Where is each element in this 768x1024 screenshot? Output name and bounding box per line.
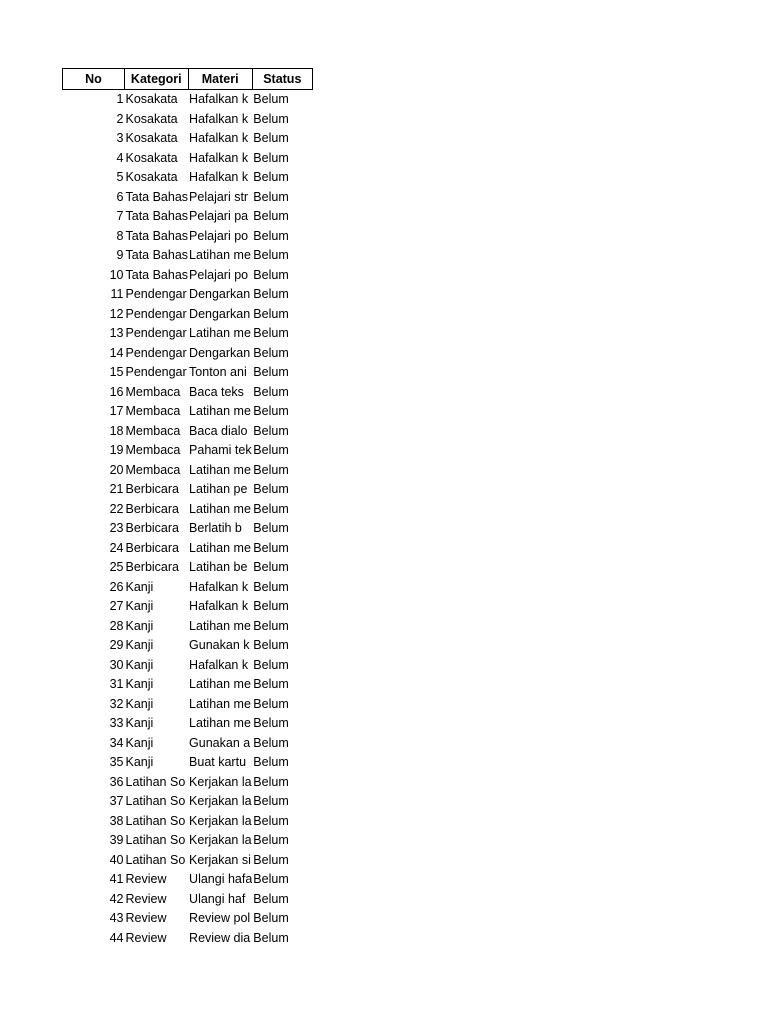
cell-status[interactable]: Belum xyxy=(253,501,289,516)
cell-status[interactable]: Belum xyxy=(253,696,289,711)
cell-no[interactable]: 9 xyxy=(116,248,124,262)
cell-kategori[interactable]: Latihan So xyxy=(125,794,186,808)
cell-status[interactable]: Belum xyxy=(253,618,289,633)
cell-no[interactable]: 18 xyxy=(109,423,124,438)
cell-status[interactable]: Belum xyxy=(253,150,289,165)
cell-kategori[interactable]: Pendengar xyxy=(125,326,187,340)
cell-kategori[interactable]: Kosakata xyxy=(125,111,178,126)
cell-materi[interactable]: Review dia xyxy=(189,930,251,945)
cell-kategori[interactable]: Berbicara xyxy=(125,501,179,516)
table-row xyxy=(63,402,313,422)
cell-status[interactable]: Belum xyxy=(253,248,289,262)
cell-no[interactable]: 26 xyxy=(109,579,124,594)
cell-kategori[interactable]: Review xyxy=(125,872,167,886)
table-row xyxy=(63,714,313,734)
table-body xyxy=(63,90,313,949)
cell-materi[interactable]: Latihan me xyxy=(189,677,251,691)
cell-kategori[interactable]: Berbicara xyxy=(125,560,179,574)
cell-materi[interactable]: Pelajari po xyxy=(189,267,249,282)
cell-no[interactable]: 38 xyxy=(109,813,124,828)
cell-kategori[interactable]: Latihan So xyxy=(125,833,186,847)
cell-materi[interactable]: Dengarkan xyxy=(189,287,251,301)
table-row xyxy=(63,441,313,461)
cell-status[interactable]: Belum xyxy=(253,833,289,847)
table-row xyxy=(63,578,313,598)
cell-materi[interactable]: Latihan me xyxy=(189,501,251,516)
cell-no[interactable]: 39 xyxy=(109,833,124,847)
cell-kategori[interactable]: Tata Bahas xyxy=(125,267,189,282)
table-row xyxy=(63,129,313,149)
cell-materi[interactable]: Latihan me xyxy=(189,696,251,711)
cell-kategori[interactable]: Tata Bahas xyxy=(125,189,189,204)
cell-status[interactable]: Belum xyxy=(253,228,289,243)
table-row xyxy=(63,461,313,481)
cell-status[interactable]: Belum xyxy=(253,638,289,652)
cell-kategori[interactable]: Pendengar xyxy=(125,287,187,301)
cell-no[interactable]: 16 xyxy=(109,384,124,399)
cell-status[interactable]: Belum xyxy=(253,813,289,828)
table-row xyxy=(63,149,313,169)
table-row xyxy=(63,305,313,325)
cell-materi[interactable]: Gunakan a xyxy=(189,735,251,750)
cell-no[interactable]: 43 xyxy=(109,911,124,925)
cell-materi[interactable]: Latihan me xyxy=(189,716,251,730)
cell-kategori[interactable]: Latihan So xyxy=(125,813,186,828)
cell-materi[interactable]: Latihan pe xyxy=(189,482,248,496)
cell-no[interactable]: 23 xyxy=(109,521,124,535)
table-row xyxy=(63,870,313,890)
table-row xyxy=(63,812,313,832)
table-row xyxy=(63,675,313,695)
cell-materi[interactable]: Dengarkan xyxy=(189,345,251,360)
cell-no[interactable]: 24 xyxy=(109,540,124,555)
cell-status[interactable]: Belum xyxy=(253,131,289,145)
cell-kategori[interactable]: Kanji xyxy=(125,579,154,594)
cell-kategori[interactable]: Kosakata xyxy=(125,170,178,184)
cell-no[interactable]: 6 xyxy=(116,189,124,204)
cell-status[interactable]: Belum xyxy=(253,111,289,126)
cell-no[interactable]: 37 xyxy=(109,794,124,808)
cell-kategori[interactable]: Membaca xyxy=(125,462,181,477)
table-row xyxy=(63,383,313,403)
cell-kategori[interactable]: Tata Bahas xyxy=(125,248,189,262)
cell-materi[interactable]: Pelajari po xyxy=(189,228,249,243)
cell-no[interactable]: 15 xyxy=(109,365,124,379)
cell-kategori[interactable]: Review xyxy=(125,930,167,945)
cell-status[interactable]: Belum xyxy=(253,794,289,808)
cell-status[interactable]: Belum xyxy=(253,930,289,945)
cell-status[interactable]: Belum xyxy=(253,462,289,477)
column-header-status[interactable]: Status xyxy=(252,69,312,90)
cell-kategori[interactable]: Kanji xyxy=(125,696,154,711)
cell-status[interactable]: Belum xyxy=(253,579,289,594)
table-row xyxy=(63,597,313,617)
cell-no[interactable]: 40 xyxy=(109,852,124,867)
cell-materi[interactable]: Kerjakan la xyxy=(189,833,252,847)
cell-status[interactable]: Belum xyxy=(253,170,289,184)
cell-materi[interactable]: Latihan me xyxy=(189,540,251,555)
table-row xyxy=(63,188,313,208)
cell-no[interactable]: 36 xyxy=(109,774,124,789)
cell-kategori[interactable]: Kanji xyxy=(125,638,154,652)
table-row xyxy=(63,831,313,851)
cell-materi[interactable]: Ulangi haf xyxy=(189,891,246,906)
cell-no[interactable]: 22 xyxy=(109,501,124,516)
cell-status[interactable]: Belum xyxy=(253,209,289,223)
cell-status[interactable]: Belum xyxy=(253,521,289,535)
cell-kategori[interactable]: Kosakata xyxy=(125,92,178,106)
cell-status[interactable]: Belum xyxy=(253,326,289,340)
cell-no[interactable]: 25 xyxy=(109,560,124,574)
table-row xyxy=(63,227,313,247)
table-row xyxy=(63,344,313,364)
cell-materi[interactable]: Hafalkan k xyxy=(189,150,249,165)
cell-materi[interactable]: Ulangi hafa xyxy=(189,872,253,886)
cell-no[interactable]: 7 xyxy=(116,209,124,223)
spreadsheet-sheet xyxy=(62,68,313,948)
cell-no[interactable]: 34 xyxy=(109,735,124,750)
table-row xyxy=(63,792,313,812)
cell-materi[interactable]: Tonton ani xyxy=(189,365,247,379)
cell-kategori[interactable]: Latihan So xyxy=(125,852,186,867)
cell-status[interactable]: Belum xyxy=(253,852,289,867)
cell-status[interactable]: Belum xyxy=(253,657,289,672)
table-row xyxy=(63,656,313,676)
cell-materi[interactable]: Latihan be xyxy=(189,560,248,574)
table-row xyxy=(63,695,313,715)
cell-kategori[interactable]: Membaca xyxy=(125,443,181,457)
cell-materi[interactable]: Latihan me xyxy=(189,404,251,418)
cell-materi[interactable]: Dengarkan xyxy=(189,306,251,321)
cell-materi[interactable]: Kerjakan la xyxy=(189,813,252,828)
cell-no[interactable]: 10 xyxy=(109,267,124,282)
cell-kategori[interactable]: Berbicara xyxy=(125,482,179,496)
cell-status[interactable]: Belum xyxy=(253,345,289,360)
table-row xyxy=(63,558,313,578)
cell-status[interactable]: Belum xyxy=(253,540,289,555)
cell-status[interactable]: Belum xyxy=(253,482,289,496)
cell-kategori[interactable]: Pendengar xyxy=(125,365,187,379)
cell-status[interactable]: Belum xyxy=(253,755,289,769)
cell-no[interactable]: 11 xyxy=(110,287,124,301)
cell-no[interactable]: 42 xyxy=(109,891,124,906)
cell-kategori[interactable]: Berbicara xyxy=(125,540,179,555)
cell-kategori[interactable]: Membaca xyxy=(125,404,181,418)
cell-no[interactable]: 20 xyxy=(109,462,124,477)
cell-kategori[interactable]: Membaca xyxy=(125,384,181,399)
table-row xyxy=(63,324,313,344)
cell-kategori[interactable]: Review xyxy=(125,911,167,925)
table-row xyxy=(63,909,313,929)
cell-materi[interactable]: Baca teks xyxy=(189,384,244,399)
cell-no[interactable]: 41 xyxy=(109,872,124,886)
cell-kategori[interactable]: Kanji xyxy=(125,657,154,672)
cell-no[interactable]: 44 xyxy=(109,930,124,945)
cell-no[interactable]: 21 xyxy=(109,482,124,496)
cell-kategori[interactable]: Review xyxy=(125,891,167,906)
cell-status[interactable]: Belum xyxy=(253,599,289,613)
table-row xyxy=(63,480,313,500)
table-row xyxy=(63,90,313,110)
cell-no[interactable]: 2 xyxy=(116,111,124,126)
table-row xyxy=(63,500,313,520)
table-row xyxy=(63,246,313,266)
cell-materi[interactable]: Kerjakan la xyxy=(189,794,252,808)
cell-status[interactable]: Belum xyxy=(253,872,289,886)
cell-status[interactable]: Belum xyxy=(253,92,289,106)
table-row xyxy=(63,207,313,227)
cell-status[interactable]: Belum xyxy=(253,267,289,282)
cell-no[interactable]: 4 xyxy=(116,150,124,165)
table-row xyxy=(63,363,313,383)
column-header-no[interactable]: No xyxy=(63,69,125,90)
cell-kategori[interactable]: Kanji xyxy=(125,735,154,750)
cell-kategori[interactable]: Kanji xyxy=(125,599,154,613)
cell-status[interactable]: Belum xyxy=(253,774,289,789)
table-row xyxy=(63,851,313,871)
cell-status[interactable]: Belum xyxy=(253,560,289,574)
cell-materi[interactable]: Hafalkan k xyxy=(189,657,249,672)
cell-no[interactable]: 14 xyxy=(109,345,124,360)
cell-status[interactable]: Belum xyxy=(253,735,289,750)
column-header-kategori[interactable]: Kategori xyxy=(125,69,189,90)
cell-status[interactable]: Belum xyxy=(253,189,289,204)
cell-kategori[interactable]: Latihan So xyxy=(125,774,186,789)
cell-status[interactable]: Belum xyxy=(253,423,289,438)
cell-status[interactable]: Belum xyxy=(253,384,289,399)
cell-materi[interactable]: Buat kartu xyxy=(189,755,247,769)
table-row xyxy=(63,110,313,130)
cell-kategori[interactable]: Kosakata xyxy=(125,150,178,165)
cell-materi[interactable]: Pahami tek xyxy=(189,443,252,457)
cell-materi[interactable]: Hafalkan k xyxy=(189,131,249,145)
cell-status[interactable]: Belum xyxy=(253,677,289,691)
table-row xyxy=(63,422,313,442)
table-row xyxy=(63,773,313,793)
cell-materi[interactable]: Kerjakan la xyxy=(189,774,252,789)
table-row xyxy=(63,266,313,286)
cell-no[interactable]: 33 xyxy=(109,716,124,730)
table-row xyxy=(63,617,313,637)
cell-no[interactable]: 5 xyxy=(116,170,124,184)
cell-no[interactable]: 1 xyxy=(116,92,124,106)
cell-no[interactable]: 3 xyxy=(116,131,124,145)
cell-materi[interactable]: Pelajari str xyxy=(189,189,249,204)
cell-materi[interactable]: Gunakan k xyxy=(189,638,250,652)
cell-status[interactable]: Belum xyxy=(253,404,289,418)
cell-materi[interactable]: Latihan me xyxy=(189,248,251,262)
cell-no[interactable]: 32 xyxy=(109,696,124,711)
cell-no[interactable]: 30 xyxy=(109,657,124,672)
cell-no[interactable]: 8 xyxy=(116,228,124,243)
cell-no[interactable]: 17 xyxy=(109,404,124,418)
table-row xyxy=(63,168,313,188)
cell-materi[interactable]: Hafalkan k xyxy=(189,599,249,613)
cell-no[interactable]: 19 xyxy=(109,443,124,457)
cell-kategori[interactable]: Tata Bahas xyxy=(125,209,189,223)
cell-materi[interactable]: Hafalkan k xyxy=(189,579,249,594)
cell-kategori[interactable]: Berbicara xyxy=(125,521,179,535)
cell-status[interactable]: Belum xyxy=(253,365,289,379)
cell-materi[interactable]: Hafalkan k xyxy=(189,92,249,106)
table-row xyxy=(63,285,313,305)
cell-materi[interactable]: Review pol xyxy=(189,911,251,925)
cell-materi[interactable]: Hafalkan k xyxy=(189,111,249,126)
cell-kategori[interactable]: Kosakata xyxy=(125,131,178,145)
cell-status[interactable]: Belum xyxy=(253,306,289,321)
table-row xyxy=(63,539,313,559)
cell-kategori[interactable]: Membaca xyxy=(125,423,181,438)
cell-no[interactable]: 35 xyxy=(109,755,124,769)
cell-status[interactable]: Belum xyxy=(253,287,289,301)
cell-no[interactable]: 12 xyxy=(109,306,124,321)
study-plan-table xyxy=(62,68,313,948)
cell-no[interactable]: 29 xyxy=(109,638,124,652)
cell-materi[interactable]: Baca dialo xyxy=(189,423,248,438)
cell-kategori[interactable]: Tata Bahas xyxy=(125,228,189,243)
cell-status[interactable]: Belum xyxy=(253,891,289,906)
cell-materi[interactable]: Latihan me xyxy=(189,462,251,477)
table-row xyxy=(63,929,313,949)
table-row xyxy=(63,519,313,539)
cell-materi[interactable]: Hafalkan k xyxy=(189,170,249,184)
cell-kategori[interactable]: Kanji xyxy=(125,677,154,691)
cell-status[interactable]: Belum xyxy=(253,911,289,925)
column-header-materi[interactable]: Materi xyxy=(188,69,252,90)
cell-materi[interactable]: Berlatih b xyxy=(189,521,242,535)
cell-kategori[interactable]: Pendengar xyxy=(125,345,187,360)
cell-kategori[interactable]: Kanji xyxy=(125,618,154,633)
table-row xyxy=(63,734,313,754)
cell-kategori[interactable]: Kanji xyxy=(125,716,154,730)
cell-status[interactable]: Belum xyxy=(253,443,289,457)
table-header-row xyxy=(63,69,313,90)
cell-materi[interactable]: Pelajari pa xyxy=(189,209,249,223)
cell-no[interactable]: 27 xyxy=(109,599,124,613)
table-row xyxy=(63,753,313,773)
table-row xyxy=(63,890,313,910)
cell-materi[interactable]: Latihan me xyxy=(189,618,251,633)
cell-no[interactable]: 28 xyxy=(109,618,124,633)
cell-materi[interactable]: Latihan me xyxy=(189,326,251,340)
table-row xyxy=(63,636,313,656)
cell-kategori[interactable]: Pendengar xyxy=(125,306,187,321)
cell-no[interactable]: 31 xyxy=(109,677,124,691)
cell-no[interactable]: 13 xyxy=(109,326,124,340)
cell-materi[interactable]: Kerjakan si xyxy=(189,852,251,867)
cell-kategori[interactable]: Kanji xyxy=(125,755,154,769)
cell-status[interactable]: Belum xyxy=(253,716,289,730)
